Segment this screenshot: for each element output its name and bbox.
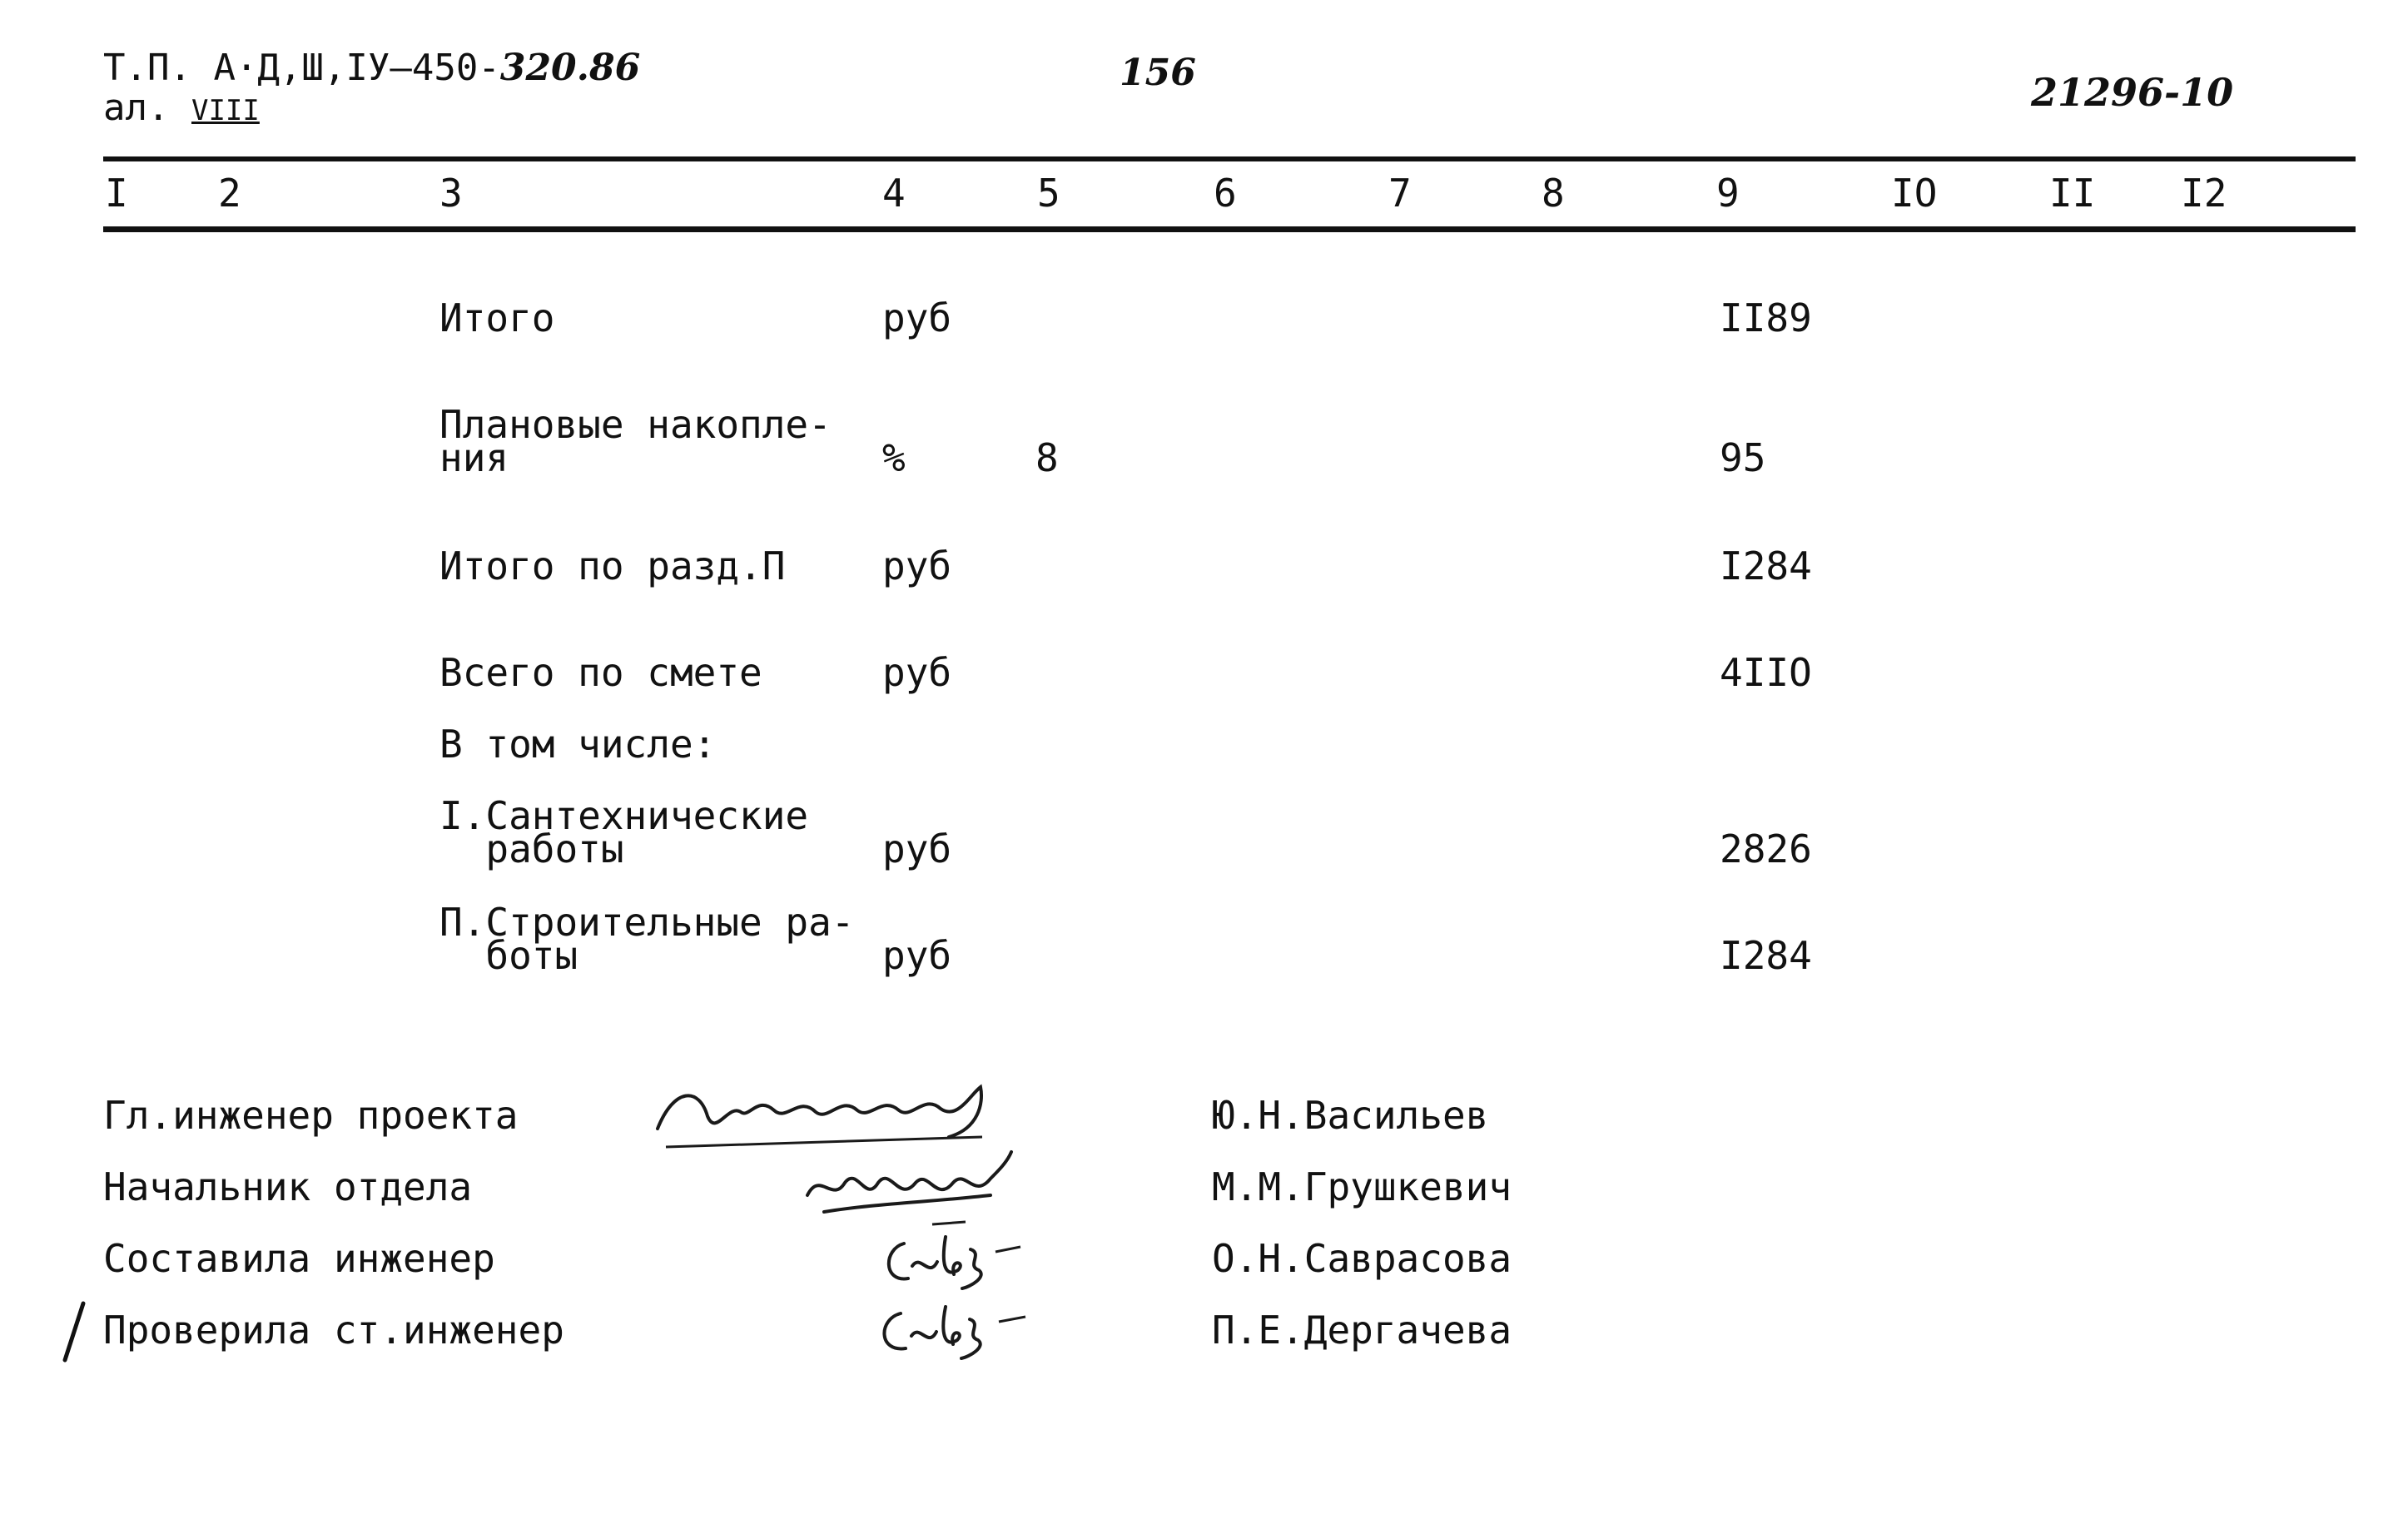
- row-name-continued: боты: [439, 933, 578, 978]
- column-number: 5: [1037, 171, 1060, 216]
- column-number: 9: [1716, 171, 1740, 216]
- doc-code: [103, 47, 640, 89]
- row-amount: 4IIO: [1720, 650, 1812, 695]
- album-number: VIII: [191, 94, 260, 127]
- doc-prefix: Т.П. А·Д,Ш,IУ–450-: [103, 47, 500, 89]
- row-name: Итого по разд.П: [439, 544, 786, 588]
- signatory-name: О.Н.Саврасова: [1212, 1236, 1512, 1281]
- doc-number: 320.86: [499, 47, 641, 89]
- row-name: I.Сантехнические: [439, 793, 809, 838]
- column-number: 4: [882, 171, 906, 216]
- signatory-role: Проверила ст.инженер: [103, 1308, 564, 1353]
- row-unit: %: [882, 435, 906, 480]
- column-number: IO: [1891, 171, 1938, 216]
- row-name: Плановые накопле-: [439, 402, 832, 447]
- signatory-role: Начальник отдела: [103, 1164, 473, 1209]
- row-name: В том числе:: [439, 722, 717, 767]
- row-unit: руб: [882, 544, 952, 588]
- column-number: 7: [1388, 171, 1412, 216]
- table-header-rule: [103, 226, 2356, 232]
- row-name: П.Строительные ра-: [439, 900, 855, 945]
- row-amount: I284: [1720, 544, 1812, 588]
- column-number: II: [2049, 171, 2096, 216]
- column-number: I: [105, 171, 128, 216]
- signature-senior-engineer: [874, 1298, 1032, 1365]
- margin-check-mark: [58, 1298, 92, 1365]
- signatory-name: Ю.Н.Васильев: [1212, 1093, 1489, 1138]
- row-unit: руб: [882, 827, 952, 871]
- row-name: Итого: [439, 295, 555, 340]
- album-line: [103, 87, 260, 129]
- signatory-role: Составила инженер: [103, 1236, 495, 1281]
- table-top-rule: [103, 156, 2356, 161]
- row-amount: I284: [1720, 933, 1812, 978]
- signatory-name: М.М.Грушкевич: [1212, 1164, 1512, 1209]
- column-number: 3: [439, 171, 463, 216]
- column-number: 2: [218, 171, 241, 216]
- page-number: 156: [1120, 52, 1196, 94]
- signatory-role: Гл.инженер проекта: [103, 1093, 519, 1138]
- column-number: 6: [1214, 171, 1237, 216]
- row-unit: руб: [882, 650, 952, 695]
- row-name-continued: работы: [439, 827, 624, 871]
- row-name-continued: ния: [439, 435, 509, 480]
- column-number: 8: [1542, 171, 1565, 216]
- signatory-name: П.Е.Дергачева: [1212, 1308, 1512, 1353]
- signature-engineer: [879, 1229, 1029, 1295]
- row-unit: руб: [882, 295, 952, 340]
- reference-number: 21296-10: [2031, 70, 2234, 115]
- row-unit: руб: [882, 933, 952, 978]
- row-rate: 8: [1035, 435, 1059, 480]
- row-amount: II89: [1720, 295, 1812, 340]
- column-number: I2: [2181, 171, 2227, 216]
- row-name: Всего по смете: [439, 650, 762, 695]
- row-amount: 2826: [1720, 827, 1812, 871]
- signature-department-head: [799, 1145, 1032, 1237]
- album-label: ал.: [103, 87, 170, 129]
- row-amount: 95: [1720, 435, 1766, 480]
